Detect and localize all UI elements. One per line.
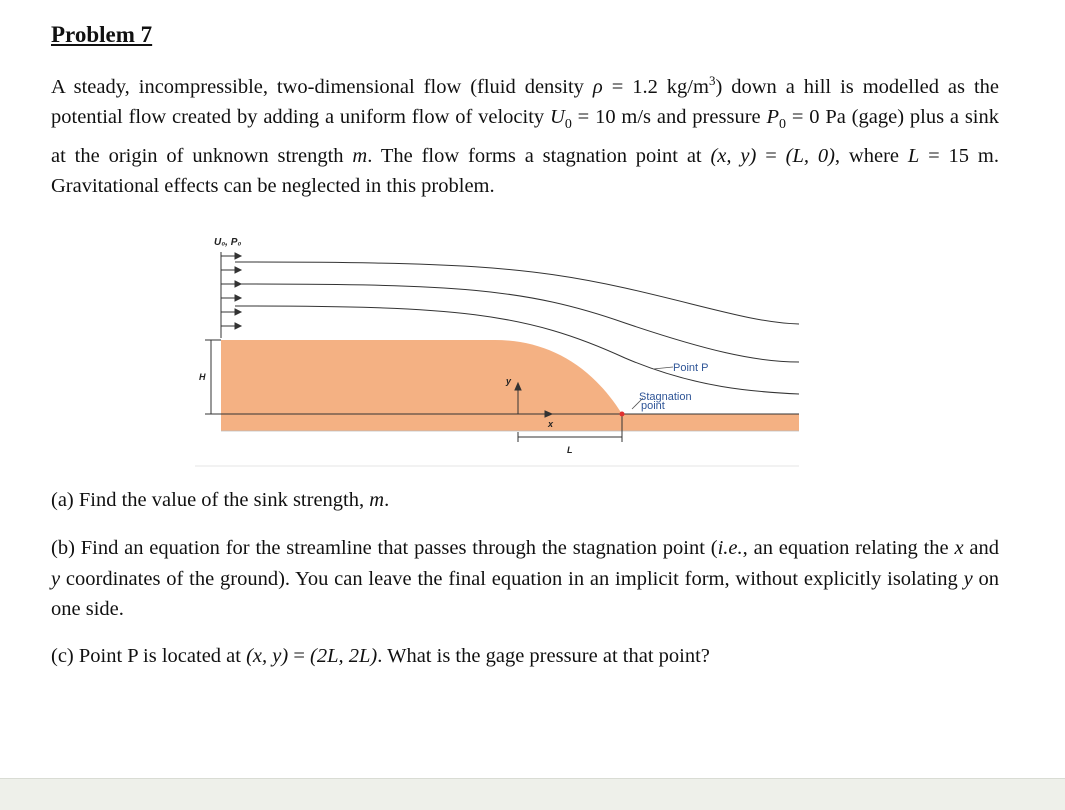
inflow-arrows — [221, 252, 241, 338]
qb-text-1: (b) Find an equation for the streamline that passes through the stagnation point ( — [51, 537, 718, 559]
inflow-label: U₀, P₀ — [214, 237, 242, 248]
bottom-bar — [0, 778, 1065, 810]
question-b — [51, 533, 999, 625]
point-p-callout — [653, 367, 673, 369]
length-label: L — [567, 445, 573, 455]
cubed-superscript: 3 — [708, 73, 716, 88]
intro-text-4: = 10 m/s and pressure — [571, 106, 767, 129]
qb-text-2: , an equation relating the — [742, 537, 955, 559]
qa-m-symbol: m — [369, 489, 385, 511]
qc-point-symbol: (2L, 2L) — [310, 645, 378, 667]
question-c — [51, 641, 999, 672]
l-symbol: L — [907, 144, 920, 167]
qb-y-symbol-2: y — [963, 567, 973, 590]
intro-text-1: A steady, incompressible, two-dimensional flow (fluid density — [51, 75, 593, 98]
xy-symbol: (x, y) — [710, 144, 757, 167]
p0-symbol: P — [766, 106, 779, 129]
x-axis-label: x — [548, 419, 554, 429]
u0-symbol: U — [550, 106, 565, 129]
qb-y-symbol: y — [51, 567, 61, 590]
point-p-label: Point P — [673, 362, 709, 374]
hill — [221, 340, 622, 414]
qc-xy-symbol: (x, y) — [246, 645, 289, 667]
intro-text-5: = 0 Pa (gage) plus a sink at the origin of unknown strength — [51, 106, 999, 167]
y-axis-label: y — [506, 376, 512, 386]
flow-diagram — [195, 228, 805, 468]
qa-text-2: . — [384, 489, 390, 511]
qb-text-5: on one side. — [51, 567, 999, 620]
height-dimension — [205, 340, 221, 414]
p0-subscript: 0 — [779, 117, 786, 133]
intro-text-8: , where — [834, 144, 908, 167]
problem-intro — [51, 66, 999, 202]
ground-base — [221, 414, 799, 431]
l0-symbol: (L, 0) — [785, 144, 835, 167]
u0-subscript: 0 — [564, 117, 572, 133]
rho-symbol: ρ — [592, 75, 603, 98]
qb-text-4: coordinates of the ground). You can leave the final equation in an implicit form, without explicitly isolating — [60, 567, 964, 590]
problem-title: Problem 7 — [51, 22, 153, 47]
stagnation-dot — [620, 412, 625, 417]
qb-ie: i.e. — [717, 537, 743, 559]
stagnation-label-2: point — [641, 400, 665, 412]
qc-text-1: (c) Point P is located at — [51, 645, 247, 667]
height-label: H — [199, 372, 206, 382]
streamline-1 — [235, 262, 799, 324]
m-symbol: m — [352, 144, 368, 167]
intro-text-7: = — [756, 144, 786, 167]
stagnation-label-1: Stagnation — [639, 391, 692, 403]
qc-text-3: . What is the gage pressure at that point? — [377, 645, 710, 667]
qa-text-1: (a) Find the value of the sink strength, — [51, 489, 370, 511]
question-a — [51, 485, 999, 516]
qb-x-symbol: x — [954, 537, 964, 559]
intro-text-9: = 15 m. Gravitational effects can be neglected in this problem. — [51, 144, 999, 198]
intro-text-6: . The flow forms a stagnation point at — [367, 144, 711, 167]
qb-text-3: and — [963, 537, 1000, 559]
intro-text-3: ) down a hill is modelled as the potential flow created by adding a uniform flow of velocity — [51, 75, 1000, 129]
qc-text-2: = — [288, 645, 311, 667]
intro-text-2: = 1.2 kg/m — [602, 75, 709, 98]
